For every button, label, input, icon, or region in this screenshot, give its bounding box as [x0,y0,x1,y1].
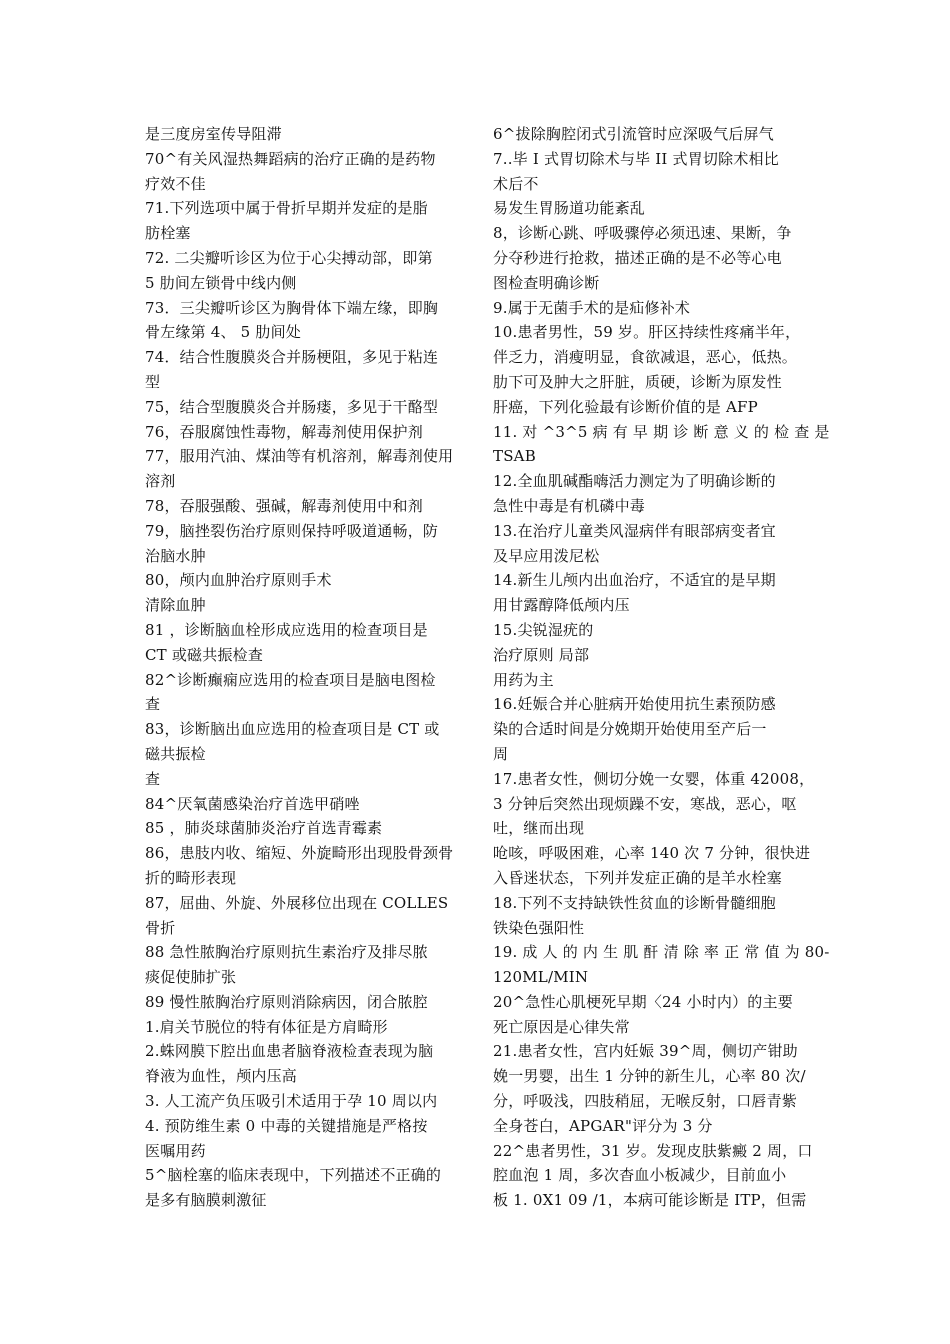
text-line: 71.下列选项中属于骨折早期并发症的是脂 [145,199,428,218]
text-line: 肋下可及肿大之肝脏，质硬，诊断为原发性 [493,372,782,391]
text-line: 12.全血肌碱酯嗨活力测定为了明确诊断的 [493,472,776,491]
text-line: 吐，继而出现 [493,819,585,838]
text-line: 肪栓塞 [145,224,191,243]
text-line: 用药为主 [493,670,554,689]
text-line: 医嘱用药 [145,1141,206,1160]
text-line: 4. 预防维生素 0 中毒的关键措施是严格按 [145,1116,428,1135]
text-line: 痰促使肺扩张 [145,968,237,987]
left-text-column [145,122,460,1213]
text-line: 溶剂 [145,472,176,491]
text-line: 16.妊娠合并心脏病开始使用抗生素预防感 [493,695,776,714]
text-line: 肝癌，下列化验最有诊断价值的是 AFP [493,397,758,416]
text-line: 铁染色强阳性 [493,918,585,937]
text-line: 型 [145,372,161,391]
text-line: 80，颅内血肿治疗原则手术 [145,571,332,590]
text-line: 分，呼吸浅，四肢稍屈，无喉反射，口唇青紫 [493,1092,798,1111]
text-line: 查 [145,769,161,788]
text-line: 86，患肢内收、缩短、外旋畸形出现股骨颈骨 [145,844,454,863]
text-line: 18.下列不支持缺铁性贫血的诊断骨髓细胞 [493,893,776,912]
text-line: 15.尖锐湿疣的 [493,620,594,639]
text-line: 6^拔除胸腔闭式引流管时应深吸气后屏气 [493,125,774,143]
text-line: 死亡原因是心律失常 [493,1017,630,1036]
text-line: 呛咳，呼吸困难，心率 140 次 7 分钟，很快进 [493,844,811,863]
text-line: 折的畸形表现 [145,868,237,887]
text-line: 3 分钟后突然出现烦躁不安，寒战，恶心，呕 [493,794,797,813]
text-line: 11. 对 ^3^5 病 有 早 期 诊 断 意 义 的 检 查 是 [493,422,830,441]
text-line: 分夺秒进行抢救，描述正确的是不必等心电 [493,248,782,267]
text-line: CT 或磁共振检查 [145,645,264,664]
text-line: 89 慢性脓胸治疗原则消除病因，闭合脓腔 [145,992,428,1011]
text-line: 72. 二尖瓣听诊区为位于心尖搏动部，即第 [145,248,433,267]
text-line: 1.肩关节脱位的特有体征是方肩畸形 [145,1017,388,1036]
text-line: 120ML/MIN [493,968,589,987]
text-line: 3. 人工流产负压吸引术适用于孕 10 周以内 [145,1092,438,1111]
text-line: 用甘露醇降低颅内压 [493,596,630,615]
text-line: 77，服用汽油、煤油等有机溶剂，解毒剂使用 [145,447,454,466]
text-line: 70^有关风湿热舞蹈病的治疗正确的是药物 [145,149,436,168]
text-line: 脊液为血性，颅内压高 [145,1067,298,1086]
text-line: 19. 成 人 的 内 生 肌 酐 清 除 率 正 常 值 为 80- [493,943,830,962]
text-line: 磁共振检 [145,744,206,763]
text-line: 85 ，肺炎球菌肺炎治疗首选青霉素 [145,819,383,838]
text-line: 10.患者男性，59 岁。肝区持续性疼痛半年， [493,323,801,342]
text-line: 术后不 [493,174,539,193]
text-line: 入昏迷状态，下列并发症正确的是羊水栓塞 [493,868,782,887]
text-line: 82^诊断癫痫应选用的检查项目是脑电图检 [145,670,436,689]
text-line: 娩一男婴，出生 1 分钟的新生儿，心率 80 次/ [493,1067,806,1086]
text-line: 全身苍白，APGAR"评分为 3 分 [493,1116,713,1135]
text-line: 查 [145,695,161,714]
text-line: 骨左缘第 4、 5 肋间处 [145,323,301,342]
text-line: 疗效不佳 [145,174,206,193]
text-line: 22^患者男性，31 岁。发现皮肤紫癜 2 周，口 [493,1141,813,1160]
text-line: 75，结合型腹膜炎合并肠瘘，多见于干酪型 [145,397,439,416]
text-line: 周 [493,744,509,763]
text-line: 21.患者女性，宫内妊娠 39^周，侧切产钳助 [493,1042,798,1061]
text-line: 76，吞服腐蚀性毒物，解毒剂使用保护剂 [145,422,423,441]
text-line: 5^脑栓塞的临床表现中，下列描述不正确的 [145,1166,442,1185]
text-line: 易发生胃肠道功能紊乱 [493,199,646,218]
text-line: 87，屈曲、外旋、外展移位出现在 COLLES [145,893,449,912]
text-line: 及早应用泼尼松 [493,546,600,565]
text-line: 84^厌氧菌感染治疗首选甲硝唑 [145,794,360,813]
text-line: 88 急性脓胸治疗原则抗生素治疗及排尽脓 [145,943,428,962]
text-line: 骨折 [145,918,176,937]
text-line: 81 ，诊断脑血栓形成应选用的检查项目是 [145,620,428,639]
right-text-column [493,122,830,1213]
text-line: 8，诊断心跳、呼吸骤停必须迅速、果断，争 [493,224,792,243]
text-line: 治脑水肿 [145,546,206,565]
text-line: 78，吞服强酸、强碱，解毒剂使用中和剂 [145,496,423,515]
text-line: 染的合适时间是分娩期开始使用至产后一 [493,720,767,739]
text-line: 14.新生儿颅内出血治疗，不适宜的是早期 [493,571,776,590]
text-line: TSAB [493,447,536,466]
text-line: 13.在治疗儿童类风湿病伴有眼部病变者宜 [493,521,776,540]
text-line: 9.属于无菌手术的是疝修补术 [493,298,691,317]
text-line: 是三度房室传导阻滞 [145,125,282,143]
text-line: 伴乏力，消瘦明显，食欲减退，恶心，低热。 [493,348,798,367]
text-line: 83，诊断脑出血应选用的检查项目是 CT 或 [145,720,440,739]
text-line: 5 肋间左锁骨中线内侧 [145,273,297,292]
text-line: 急性中毒是有机磷中毒 [493,496,646,515]
text-line: 2.蛛网膜下腔出血患者脑脊液检查表现为脑 [145,1042,434,1061]
text-line: 板 1. 0X1 09 /1，本病可能诊断是 ITP，但需 [493,1191,807,1210]
text-line: 79，脑挫裂伤治疗原则保持呼吸道通畅，防 [145,521,439,540]
text-line: 清除血肿 [145,596,206,615]
text-line: 7..毕 I 式胃切除术与毕 II 式胃切除术相比 [493,149,779,168]
text-line: 治疗原则 局部 [493,645,590,664]
text-line: 腔血泡 1 周，多次杳血小板减少，目前血小 [493,1166,787,1185]
text-line: 73．三尖瓣听诊区为胸骨体下端左缘，即胸 [145,298,439,317]
text-line: 20^急性心肌梗死早期〈24 小时内）的主要 [493,992,793,1011]
text-line: 17.患者女性，侧切分娩一女婴，体重 42008， [493,769,815,788]
text-line: 图检查明确诊断 [493,273,600,292]
text-line: 是多有脑膜刺激征 [145,1191,267,1210]
text-line: 74．结合性腹膜炎合并肠梗阻，多见于粘连 [145,348,439,367]
